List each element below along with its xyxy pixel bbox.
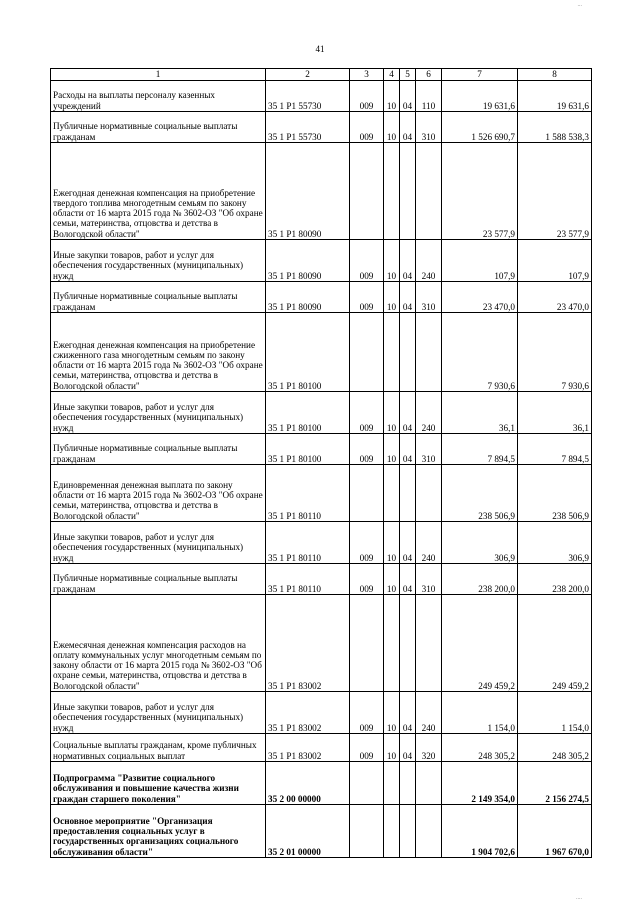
row-section-cell: 10 — [384, 81, 400, 112]
row-amount-year2-cell: 23 470,0 — [518, 282, 592, 313]
row-subsection-cell: 04 — [400, 734, 416, 762]
row-expense-type-cell: 240 — [416, 692, 442, 734]
row-grbs-cell — [350, 313, 384, 392]
header-cell: 4 — [384, 69, 400, 81]
header-cell: 1 — [51, 69, 266, 81]
row-subsection-cell: 04 — [400, 522, 416, 564]
row-subsection-cell: 04 — [400, 392, 416, 434]
row-name-cell: Ежемесячная денежная компенсация расходов на оплату коммунальных услуг многодетным семьям по закону области от 16 марта 2015 года № 3602-ОЗ "Об охране семьи, материнства, отцовства и детства в Вологодской области" — [51, 595, 266, 692]
row-section-cell: 10 — [384, 434, 400, 465]
table-row — [51, 313, 592, 392]
row-amount-year1-cell: 36,1 — [442, 392, 518, 434]
row-subsection-cell — [400, 465, 416, 522]
table-row — [51, 143, 592, 240]
table-row — [51, 564, 592, 595]
row-expense-type-cell: 240 — [416, 522, 442, 564]
row-code-cell: 35 1 P1 80100 — [266, 313, 350, 392]
corner-mark-bottom: .... — [576, 895, 582, 901]
row-code-cell: 35 2 00 00000 — [266, 762, 350, 805]
row-section-cell: 10 — [384, 392, 400, 434]
row-subsection-cell: 04 — [400, 112, 416, 143]
row-grbs-cell — [350, 805, 384, 858]
row-subsection-cell: 04 — [400, 692, 416, 734]
row-code-cell: 35 1 P1 83002 — [266, 692, 350, 734]
table-row — [51, 112, 592, 143]
row-amount-year2-cell: 238 506,9 — [518, 465, 592, 522]
row-name-cell: Публичные нормативные социальные выплаты гражданам — [51, 282, 266, 313]
row-code-cell: 35 1 P1 80100 — [266, 392, 350, 434]
row-subsection-cell: 04 — [400, 434, 416, 465]
row-amount-year2-cell: 19 631,6 — [518, 81, 592, 112]
row-expense-type-cell — [416, 465, 442, 522]
row-amount-year2-cell: 1 967 670,0 — [518, 805, 592, 858]
row-code-cell: 35 1 P1 80110 — [266, 522, 350, 564]
row-code-cell: 35 1 P1 80110 — [266, 564, 350, 595]
row-name-cell: Расходы на выплаты персоналу казенных учреждений — [51, 81, 266, 112]
row-grbs-cell — [350, 465, 384, 522]
table-row — [51, 692, 592, 734]
row-amount-year1-cell: 7 930,6 — [442, 313, 518, 392]
row-subsection-cell: 04 — [400, 81, 416, 112]
row-grbs-cell: 009 — [350, 240, 384, 282]
row-grbs-cell — [350, 595, 384, 692]
row-amount-year1-cell: 7 894,5 — [442, 434, 518, 465]
table-row — [51, 805, 592, 858]
table-row — [51, 434, 592, 465]
row-name-cell: Иные закупки товаров, работ и услуг для обеспечения государственных (муниципальных) нужд — [51, 522, 266, 564]
row-amount-year1-cell: 2 149 354,0 — [442, 762, 518, 805]
row-grbs-cell: 009 — [350, 392, 384, 434]
row-name-cell: Иные закупки товаров, работ и услуг для обеспечения государственных (муниципальных) нужд — [51, 392, 266, 434]
corner-mark-top: ... — [577, 2, 582, 8]
row-code-cell: 35 1 P1 55730 — [266, 81, 350, 112]
table-row — [51, 282, 592, 313]
row-subsection-cell — [400, 762, 416, 805]
row-grbs-cell: 009 — [350, 692, 384, 734]
row-expense-type-cell — [416, 143, 442, 240]
row-name-cell: Подпрограмма "Развитие социального обслуживания и повышение качества жизни граждан старшего поколения" — [51, 762, 266, 805]
row-section-cell — [384, 313, 400, 392]
row-expense-type-cell: 320 — [416, 734, 442, 762]
row-amount-year2-cell: 36,1 — [518, 392, 592, 434]
header-cell: 2 — [266, 69, 350, 81]
row-grbs-cell: 009 — [350, 112, 384, 143]
table-row — [51, 240, 592, 282]
row-code-cell: 35 2 01 00000 — [266, 805, 350, 858]
row-subsection-cell — [400, 143, 416, 240]
row-section-cell: 10 — [384, 112, 400, 143]
row-amount-year1-cell: 1 154,0 — [442, 692, 518, 734]
row-expense-type-cell — [416, 313, 442, 392]
row-section-cell — [384, 465, 400, 522]
row-amount-year1-cell: 1 904 702,6 — [442, 805, 518, 858]
row-expense-type-cell: 310 — [416, 434, 442, 465]
row-amount-year1-cell: 248 305,2 — [442, 734, 518, 762]
row-name-cell: Основное мероприятие "Организация предоставления социальных услуг в государственных организациях социального обслуживания области" — [51, 805, 266, 858]
row-subsection-cell — [400, 805, 416, 858]
row-name-cell: Иные закупки товаров, работ и услуг для обеспечения государственных (муниципальных) нужд — [51, 692, 266, 734]
row-expense-type-cell: 240 — [416, 240, 442, 282]
row-expense-type-cell: 310 — [416, 564, 442, 595]
row-name-cell: Ежегодная денежная компенсация на приобретение сжиженного газа многодетным семьям по закону области от 16 марта 2015 года № 3602-ОЗ "Об охране семьи, материнства, отцовства и детства в Вологодской области" — [51, 313, 266, 392]
row-expense-type-cell — [416, 805, 442, 858]
row-name-cell: Иные закупки товаров, работ и услуг для обеспечения государственных (муниципальных) нужд — [51, 240, 266, 282]
row-section-cell: 10 — [384, 692, 400, 734]
row-section-cell: 10 — [384, 240, 400, 282]
row-amount-year2-cell: 238 200,0 — [518, 564, 592, 595]
row-section-cell — [384, 143, 400, 240]
row-amount-year2-cell: 2 156 274,5 — [518, 762, 592, 805]
row-amount-year1-cell: 249 459,2 — [442, 595, 518, 692]
table-row — [51, 392, 592, 434]
header-cell: 5 — [400, 69, 416, 81]
header-cell: 8 — [518, 69, 592, 81]
row-section-cell — [384, 595, 400, 692]
row-name-cell: Единовременная денежная выплата по закону области от 16 марта 2015 года № 3602-ОЗ "Об охране семьи, материнства, отцовства и детства в Вологодской области" — [51, 465, 266, 522]
row-section-cell — [384, 805, 400, 858]
row-amount-year1-cell: 1 526 690,7 — [442, 112, 518, 143]
table-row — [51, 734, 592, 762]
row-amount-year2-cell: 306,9 — [518, 522, 592, 564]
header-cell: 6 — [416, 69, 442, 81]
row-amount-year1-cell: 23 470,0 — [442, 282, 518, 313]
row-amount-year2-cell: 7 894,5 — [518, 434, 592, 465]
budget-table — [50, 68, 592, 858]
row-subsection-cell: 04 — [400, 240, 416, 282]
table-row — [51, 762, 592, 805]
row-subsection-cell: 04 — [400, 564, 416, 595]
row-code-cell: 35 1 P1 55730 — [266, 112, 350, 143]
row-amount-year2-cell: 23 577,9 — [518, 143, 592, 240]
header-row — [51, 69, 592, 81]
row-amount-year1-cell: 306,9 — [442, 522, 518, 564]
table-row — [51, 465, 592, 522]
row-code-cell: 35 1 P1 80090 — [266, 143, 350, 240]
row-expense-type-cell: 110 — [416, 81, 442, 112]
header-cell: 7 — [442, 69, 518, 81]
row-expense-type-cell: 240 — [416, 392, 442, 434]
row-subsection-cell: 04 — [400, 282, 416, 313]
row-subsection-cell — [400, 313, 416, 392]
row-code-cell: 35 1 P1 83002 — [266, 734, 350, 762]
row-amount-year2-cell: 107,9 — [518, 240, 592, 282]
row-amount-year2-cell: 1 588 538,3 — [518, 112, 592, 143]
row-expense-type-cell — [416, 595, 442, 692]
row-expense-type-cell: 310 — [416, 112, 442, 143]
row-amount-year1-cell: 19 631,6 — [442, 81, 518, 112]
row-amount-year1-cell: 107,9 — [442, 240, 518, 282]
row-name-cell: Социальные выплаты гражданам, кроме публичных нормативных социальных выплат — [51, 734, 266, 762]
row-expense-type-cell — [416, 762, 442, 805]
row-code-cell: 35 1 P1 80110 — [266, 465, 350, 522]
row-grbs-cell: 009 — [350, 81, 384, 112]
row-section-cell: 10 — [384, 282, 400, 313]
page-number: 41 — [315, 44, 325, 54]
row-section-cell: 10 — [384, 734, 400, 762]
row-grbs-cell — [350, 762, 384, 805]
table-row — [51, 522, 592, 564]
row-grbs-cell: 009 — [350, 434, 384, 465]
row-code-cell: 35 1 P1 80090 — [266, 282, 350, 313]
row-amount-year2-cell: 248 305,2 — [518, 734, 592, 762]
header-cell: 3 — [350, 69, 384, 81]
row-amount-year1-cell: 238 506,9 — [442, 465, 518, 522]
row-grbs-cell — [350, 143, 384, 240]
row-grbs-cell: 009 — [350, 522, 384, 564]
row-expense-type-cell: 310 — [416, 282, 442, 313]
row-name-cell: Публичные нормативные социальные выплаты гражданам — [51, 434, 266, 465]
table-row — [51, 81, 592, 112]
row-amount-year2-cell: 249 459,2 — [518, 595, 592, 692]
row-name-cell: Ежегодная денежная компенсация на приобретение твердого топлива многодетным семьям по закону области от 16 марта 2015 года № 3602-ОЗ "Об охране семьи, материнства, отцовства и детства в Вологодской области" — [51, 143, 266, 240]
row-code-cell: 35 1 P1 83002 — [266, 595, 350, 692]
row-amount-year1-cell: 238 200,0 — [442, 564, 518, 595]
row-name-cell: Публичные нормативные социальные выплаты гражданам — [51, 112, 266, 143]
table-row — [51, 595, 592, 692]
row-name-cell: Публичные нормативные социальные выплаты гражданам — [51, 564, 266, 595]
row-grbs-cell: 009 — [350, 564, 384, 595]
row-grbs-cell: 009 — [350, 282, 384, 313]
row-amount-year2-cell: 1 154,0 — [518, 692, 592, 734]
row-amount-year1-cell: 23 577,9 — [442, 143, 518, 240]
row-code-cell: 35 1 P1 80090 — [266, 240, 350, 282]
row-section-cell — [384, 762, 400, 805]
row-section-cell: 10 — [384, 564, 400, 595]
row-grbs-cell: 009 — [350, 734, 384, 762]
row-code-cell: 35 1 P1 80100 — [266, 434, 350, 465]
row-subsection-cell — [400, 595, 416, 692]
row-amount-year2-cell: 7 930,6 — [518, 313, 592, 392]
row-section-cell: 10 — [384, 522, 400, 564]
table-body — [51, 81, 592, 858]
